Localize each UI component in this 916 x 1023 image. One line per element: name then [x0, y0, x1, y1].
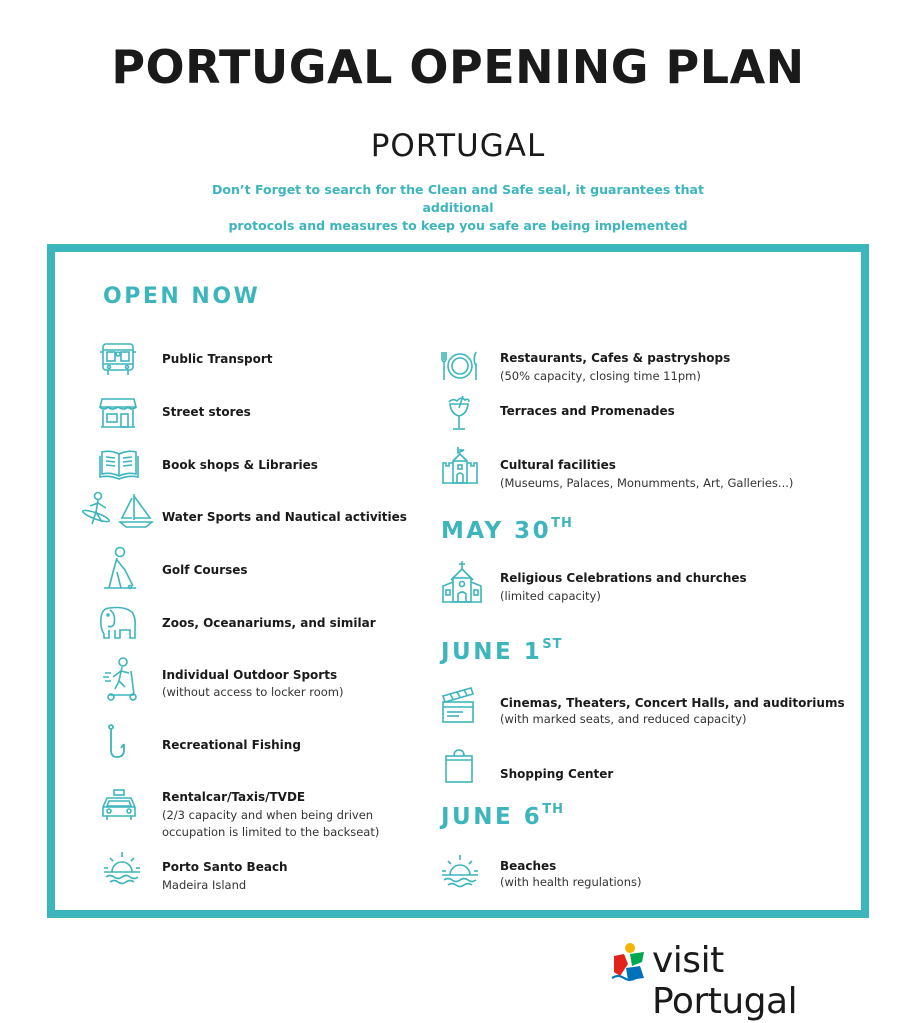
item-label-fishing: Recreational Fishing	[162, 738, 301, 752]
plate-cutlery-icon	[440, 350, 480, 382]
open-now-heading: OPEN NOW	[103, 284, 261, 309]
item-note-beaches: (with health regulations)	[500, 875, 642, 889]
item-note-outdoor-sports: (without access to locker room)	[162, 685, 344, 699]
item-note-restaurants: (50% capacity, closing time 11pm)	[500, 369, 701, 383]
fishing-hook-icon	[106, 724, 128, 760]
shopping-bag-icon	[444, 748, 474, 784]
item-label-cultural: Cultural facilities	[500, 458, 616, 472]
item-note-cultural: (Museums, Palaces, Monumments, Art, Galleries...)	[500, 476, 794, 490]
item-label-beaches: Beaches	[500, 859, 557, 873]
item-note-porto-santo: Madeira Island	[162, 878, 247, 892]
item-label-porto-santo: Porto Santo Beach	[162, 860, 288, 874]
visit-portugal-logo[interactable]	[610, 938, 870, 1022]
golfer-icon	[103, 546, 137, 590]
item-label-public-transport: Public Transport	[162, 352, 273, 366]
june1-heading-text: JUNE 1	[441, 639, 543, 665]
clapperboard-icon	[441, 686, 475, 724]
surfer-sailboat-icon	[82, 490, 156, 530]
elephant-icon	[98, 604, 138, 640]
june6-heading	[441, 804, 564, 830]
taxi-icon	[99, 788, 139, 822]
item-label-taxi: Rentalcar/Taxis/TVDE	[162, 790, 306, 804]
item-label-cinemas: Cinemas, Theaters, Concert Halls, and auditoriums	[500, 696, 845, 710]
item-label-outdoor-sports: Individual Outdoor Sports	[162, 668, 338, 682]
item-label-religious: Religious Celebrations and churches	[500, 571, 747, 585]
june1-heading	[441, 639, 562, 665]
open-book-icon	[99, 448, 139, 480]
cocktail-icon	[447, 394, 471, 432]
item-label-golf: Golf Courses	[162, 563, 248, 577]
item-note-taxi-2: occupation is limited to the backseat)	[162, 825, 380, 839]
scooter-rider-icon	[101, 657, 139, 701]
item-label-terraces: Terraces and Promenades	[500, 404, 675, 418]
item-note-cinemas: (with marked seats, and reduced capacity)	[500, 712, 747, 726]
may30-heading-suffix: TH	[551, 516, 573, 532]
visit-portugal-logo-icon	[610, 942, 650, 982]
notice-line-2: protocols and measures to keep you safe are being implemented	[228, 218, 688, 233]
item-note-religious: (limited capacity)	[500, 589, 601, 603]
page-subtitle: PORTUGAL	[370, 128, 546, 164]
notice-line-1: Don’t Forget to search for the Clean and Safe seal, it guarantees that additional	[212, 182, 704, 215]
logo-text: visit Portugal	[652, 940, 798, 1022]
item-label-street-stores: Street stores	[162, 405, 251, 419]
clean-safe-notice	[180, 181, 736, 235]
item-label-shopping-center: Shopping Center	[500, 767, 614, 781]
june6-heading-text: JUNE 6	[441, 804, 543, 830]
item-label-zoos: Zoos, Oceanariums, and similar	[162, 616, 376, 630]
bus-icon	[99, 342, 137, 378]
castle-icon	[441, 445, 479, 485]
page-title: PORTUGAL OPENING PLAN	[111, 40, 805, 94]
may30-heading-text: MAY 30	[441, 518, 552, 544]
june6-heading-suffix: TH	[542, 802, 564, 818]
item-label-book-shops: Book shops & Libraries	[162, 458, 318, 472]
sunset-beach-icon	[102, 850, 142, 886]
item-label-water-sports: Water Sports and Nautical activities	[162, 510, 407, 524]
item-note-taxi: (2/3 capacity and when being driven	[162, 808, 374, 822]
item-label-restaurants: Restaurants, Cafes & pastryshops	[500, 351, 731, 365]
sunset-beach-icon	[440, 853, 480, 889]
church-icon	[441, 560, 483, 604]
storefront-icon	[99, 395, 137, 429]
may30-heading	[441, 518, 573, 544]
june1-heading-suffix: ST	[542, 637, 563, 653]
